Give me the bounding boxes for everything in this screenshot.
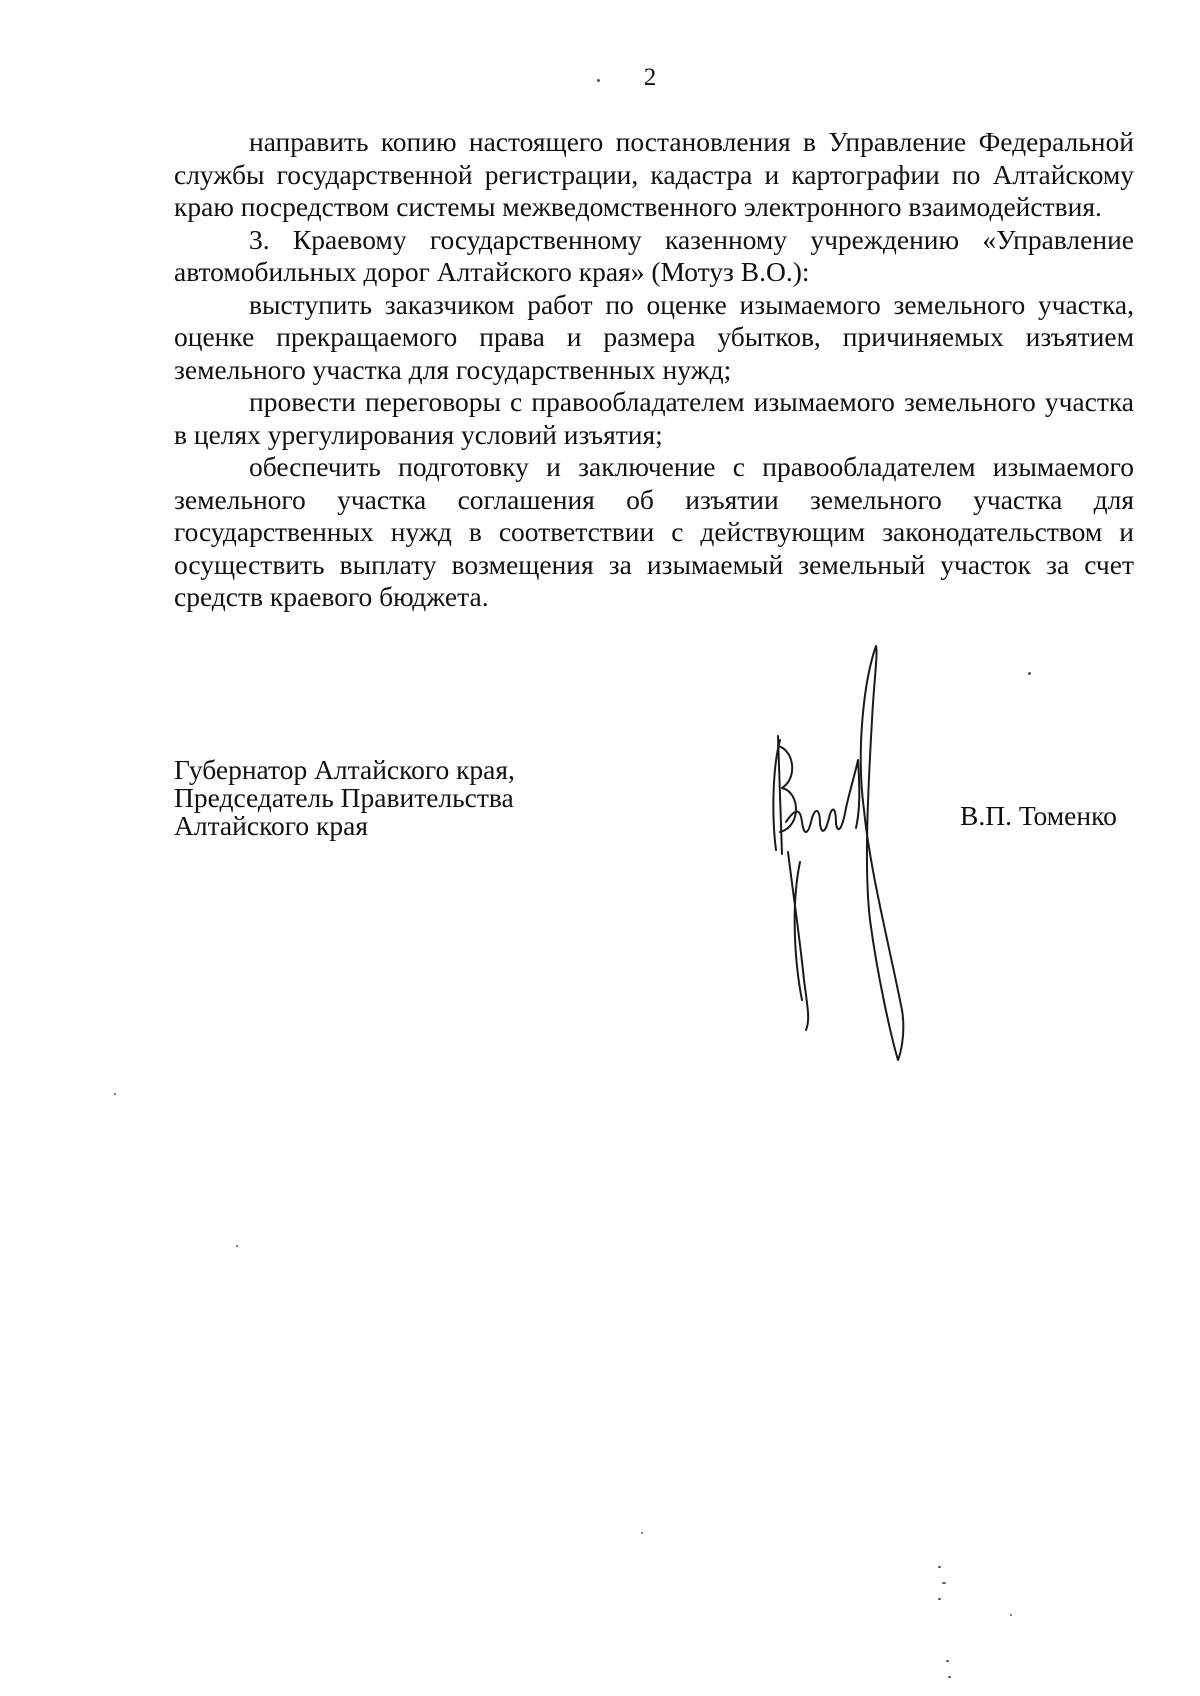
scan-speck xyxy=(938,1566,941,1568)
scan-speck xyxy=(114,1093,116,1095)
scan-speck xyxy=(946,1660,949,1662)
position-line: Председатель Правительства xyxy=(174,782,514,813)
scan-speck xyxy=(1010,1614,1012,1616)
page-number: 2 xyxy=(643,64,657,91)
signatory-name: В.П. Томенко xyxy=(960,800,1117,831)
scan-speck xyxy=(942,1582,946,1584)
handwritten-signature xyxy=(760,640,920,1070)
scan-speck xyxy=(1028,672,1031,675)
scan-speck xyxy=(236,1245,238,1247)
signatory-position xyxy=(174,756,515,840)
scan-speck xyxy=(641,1532,643,1534)
position-line: Губернатор Алтайского края, xyxy=(174,754,515,785)
paragraph-send-copy: направить копию настоящего постановления в Управление Федеральной службы государственной регистрации, кадастра и картографии по Алтайскому краю посредством системы межведомственного электронного взаимодействия. xyxy=(174,126,1134,222)
scan-speck xyxy=(948,1676,951,1678)
scan-speck xyxy=(938,1598,941,1600)
paragraph-act-as-customer: выступить заказчиком работ по оценке изымаемого земельного участка, оценке прекращаемого права и размера убытков, причиняемых изъятием земельного участка для государственных нужд; xyxy=(174,288,1134,385)
scan-speck xyxy=(597,79,600,82)
paragraph-negotiations: провести переговоры с правообладателем изымаемого земельного участка в целях урегулирования условий изъятия; xyxy=(174,386,1134,450)
document-body xyxy=(174,126,1134,614)
position-line: Алтайского края xyxy=(174,810,368,841)
paragraph-item-3: 3. Краевому государственному казенному учреждению «Управление автомобильных дорог Алтайского края» (Мотуз В.О.): xyxy=(174,223,1134,287)
paragraph-agreement: обеспечить подготовку и заключение с правообладателем изымаемого земельного участка соглашения об изъятии земельного участка для государственных нужд в соответствии с действующим законодательством и осуществить выплату возмещения за изымаемый земельный участок за счет средств краевого бюджета. xyxy=(174,451,1134,612)
